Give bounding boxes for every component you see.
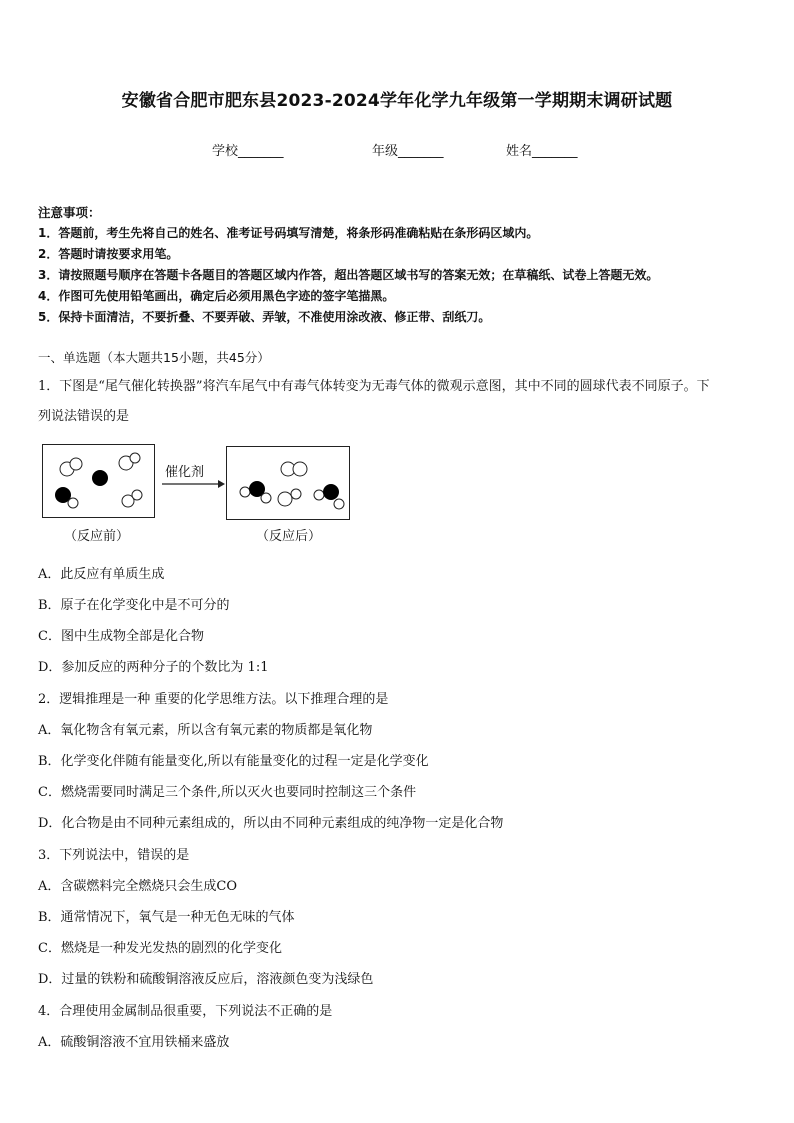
- q4-stem: 4．合理使用金属制品很重要，下列说法不正确的是: [38, 1004, 333, 1019]
- before-label: （反应前）: [64, 529, 130, 544]
- after-molecules: [227, 447, 351, 521]
- q2-stem: 2．逻辑推理是一种 重要的化学思维方法。以下推理合理的是: [38, 692, 389, 707]
- notice-item-1: 1．答题前，考生先将自己的姓名、准考证号码填写清楚，将条形码准确粘贴在条形码区域内。: [38, 226, 539, 240]
- q1-stem-line1: 1．下图是“尾气催化转换器”将汽车尾气中有毒气体转变为无毒气体的微观示意图，其中不同的圆球代表不同原子。下: [38, 379, 710, 394]
- q2-option-c: C．燃烧需要同时满足三个条件,所以灭火也要同时控制这三个条件: [38, 785, 417, 800]
- q2-option-d: D．化合物是由不同种元素组成的，所以由不同种元素组成的纯净物一定是化合物: [38, 816, 504, 831]
- q1-stem-line2: 列说法错误的是: [38, 409, 130, 424]
- q1-option-c: C．图中生成物全部是化合物: [38, 629, 204, 644]
- before-molecules: [43, 445, 156, 519]
- after-box: [226, 446, 350, 520]
- catalyst-label: 催化剂: [165, 465, 205, 480]
- q3-option-a: A．含碳燃料完全燃烧只会生成CO: [38, 879, 237, 894]
- name-field: 姓名_______: [506, 144, 578, 159]
- q1-option-b: B．原子在化学变化中是不可分的: [38, 598, 230, 613]
- notice-item-4: 4．作图可先使用铅笔画出，确定后必须用黑色字迹的签字笔描黑。: [38, 289, 395, 303]
- grade-field: 年级_______: [372, 144, 444, 159]
- q3-option-b: B．通常情况下，氧气是一种无色无味的气体: [38, 910, 295, 925]
- notice-item-5: 5．保持卡面清洁，不要折叠、不要弄破、弄皱，不准使用涂改液、修正带、刮纸刀。: [38, 310, 491, 324]
- q3-option-d: D．过量的铁粉和硫酸铜溶液反应后，溶液颜色变为浅绿色: [38, 972, 374, 987]
- section-heading: 一、单选题（本大题共15小题，共45分）: [38, 350, 270, 365]
- notice-heading: 注意事项：: [38, 205, 101, 220]
- q1-option-a: A．此反应有单质生成: [38, 567, 165, 582]
- q3-option-c: C．燃烧是一种发光发热的剧烈的化学变化: [38, 941, 282, 956]
- after-label: （反应后）: [256, 529, 322, 544]
- school-field: 学校_______: [212, 144, 284, 159]
- q2-option-a: A．氧化物含有氧元素，所以含有氧元素的物质都是氧化物: [38, 723, 373, 738]
- arrow-icon: [160, 478, 226, 490]
- before-box: [42, 444, 155, 518]
- q3-stem: 3．下列说法中，错误的是: [38, 848, 190, 863]
- notice-item-3: 3．请按照题号顺序在答题卡各题目的答题区域内作答，超出答题区域书写的答案无效；在草稿纸、试卷上答题无效。: [38, 268, 659, 282]
- notice-item-2: 2．答题时请按要求用笔。: [38, 247, 179, 261]
- q2-option-b: B．化学变化伴随有能量变化,所以有能量变化的过程一定是化学变化: [38, 754, 429, 769]
- q4-option-a: A．硫酸铜溶液不宜用铁桶来盛放: [38, 1035, 230, 1050]
- exam-title: 安徽省合肥市肥东县2023-2024学年化学九年级第一学期期末调研试题: [121, 91, 673, 111]
- q1-option-d: D．参加反应的两种分子的个数比为 1:1: [38, 660, 269, 675]
